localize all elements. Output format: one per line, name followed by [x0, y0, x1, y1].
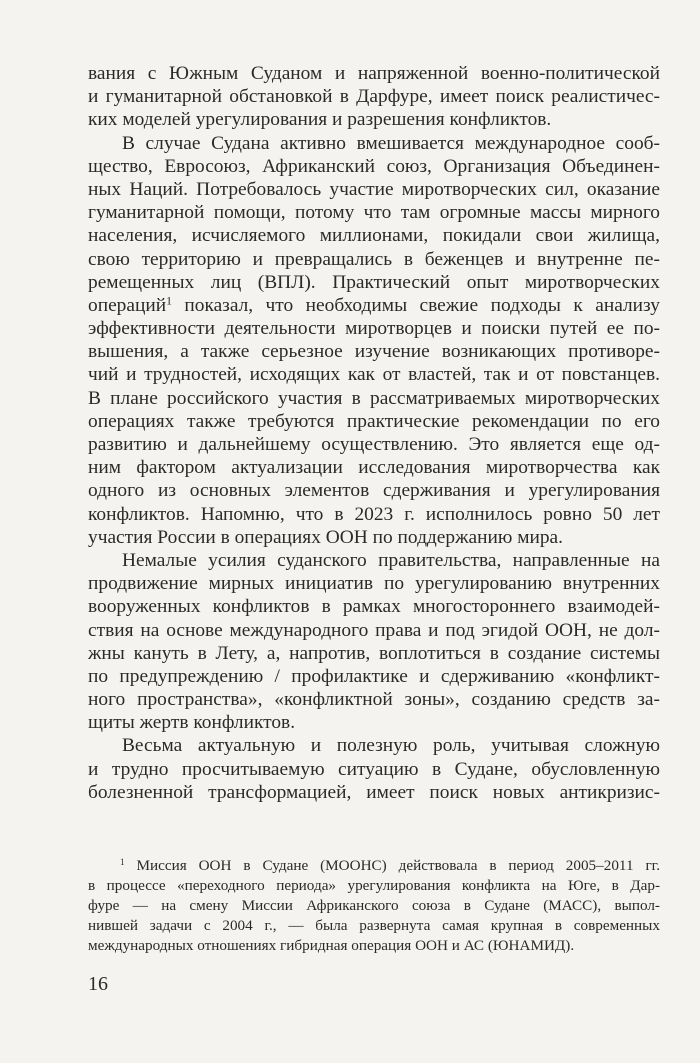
text-line: вышения, а также серьезное изучение возникающих противоре- — [88, 341, 660, 363]
text-line: участия России в операциях ООН по поддержанию мира. — [88, 526, 563, 548]
text-line: эффективности деятельности миротворцев и поиски путей ее по- — [88, 318, 660, 340]
text-line: щество, Евросоюз, Африканский союз, Организация Объединен- — [88, 155, 660, 177]
text-line: чий и трудностей, исходящих как от властей, так и от повстанцев. — [88, 364, 660, 386]
text-line: продвижение мирных инициатив по урегулированию внутренних — [88, 573, 660, 595]
footnote-line: международных отношениях гибридная операция ООН и АС (ЮНАМИД). — [88, 937, 575, 954]
text-line: Немалые усилия суданского правительства, направленные на — [122, 549, 660, 571]
text-fragment: показал, что необходимы свежие подходы к анализу — [171, 294, 660, 316]
text-line: и трудно просчитываемую ситуацию в Судане, обусловленную — [88, 758, 660, 780]
text-line: ных Наций. Потребовалось участие миротворческих сил, оказание — [88, 178, 660, 200]
text-line: В случае Судана активно вмешивается международное сооб- — [122, 132, 660, 154]
footnote-line: фуре — на смену Миссии Африканского союза в Судане (МАСС), выпол- — [88, 897, 660, 914]
text-line: по предупреждению / профилактике и сдерживанию «конфликт- — [88, 665, 660, 687]
text-line: щиты жертв конфликтов. — [88, 712, 296, 734]
text-line: гуманитарной помощи, потому что там огромные массы мирного — [88, 202, 660, 224]
page-number: 16 — [88, 973, 108, 995]
text-line: жны кануть в Лету, а, напротив, воплотиться в создание системы — [88, 642, 660, 664]
text-line: ремещенных лиц (ВПЛ). Практический опыт миротворческих — [88, 271, 660, 293]
footnote — [88, 856, 660, 956]
text-line: ствия на основе международного права и под эгидой ООН, не дол- — [88, 619, 660, 641]
paragraph — [88, 549, 660, 735]
text-line: населения, исчисляемого миллионами, покидали свои жилища, — [88, 225, 660, 247]
footnote-reference[interactable]: 1 — [166, 294, 172, 308]
text-line: развитию и дальнейшему осуществлению. Это является еще од- — [88, 434, 660, 455]
text-line: ного пространства», «конфликтной зоны», созданию средств за- — [88, 689, 660, 711]
paragraph — [88, 62, 660, 132]
paragraph — [88, 734, 660, 804]
text-line: болезненной трансформацией, имеет поиск новых антикризис- — [88, 781, 660, 803]
text-line: ним фактором актуализации исследования миротворчества как — [88, 457, 660, 479]
text-line: вооруженных конфликтов в рамках многостороннего взаимодей- — [88, 596, 660, 618]
text-line: свою территорию и превращались в беженцев и внутренне пе- — [88, 248, 660, 270]
paragraph — [88, 132, 660, 549]
footnote-line: в процессе «переходного периода» урегулирования конфликта на Юге, в Дар- — [88, 877, 660, 894]
footnote-marker: 1 — [120, 856, 125, 867]
main-text — [88, 62, 660, 804]
text-line: Весьма актуальную и полезную роль, учитывая сложную — [122, 735, 660, 757]
text-line: и гуманитарной обстановкой в Дарфуре, имеет поиск реалистичес- — [88, 86, 660, 108]
text-line: ких моделей урегулирования и разрешения конфликтов. — [88, 109, 552, 131]
text-line: вания с Южным Суданом и напряженной военно-политической — [88, 63, 660, 84]
text-fragment: операций — [88, 294, 167, 316]
text-line — [88, 294, 660, 317]
footnote-line — [88, 856, 660, 876]
text-line: операциях также требуются практические рекомендации по его — [88, 410, 660, 432]
footnote-line: нившей задачи с 2004 г., — была развернута самая крупная в современных — [88, 917, 660, 934]
text-line: одного из основных элементов сдерживания и урегулирования — [88, 480, 660, 502]
text-line: В плане российского участия в рассматриваемых миротворческих — [88, 387, 660, 409]
text-fragment: Миссия ООН в Судане (МООНС) действовала в период 2005–2011 гг. — [124, 857, 660, 874]
text-line: конфликтов. Напомню, что в 2023 г. исполнилось ровно 50 лет — [88, 503, 660, 525]
